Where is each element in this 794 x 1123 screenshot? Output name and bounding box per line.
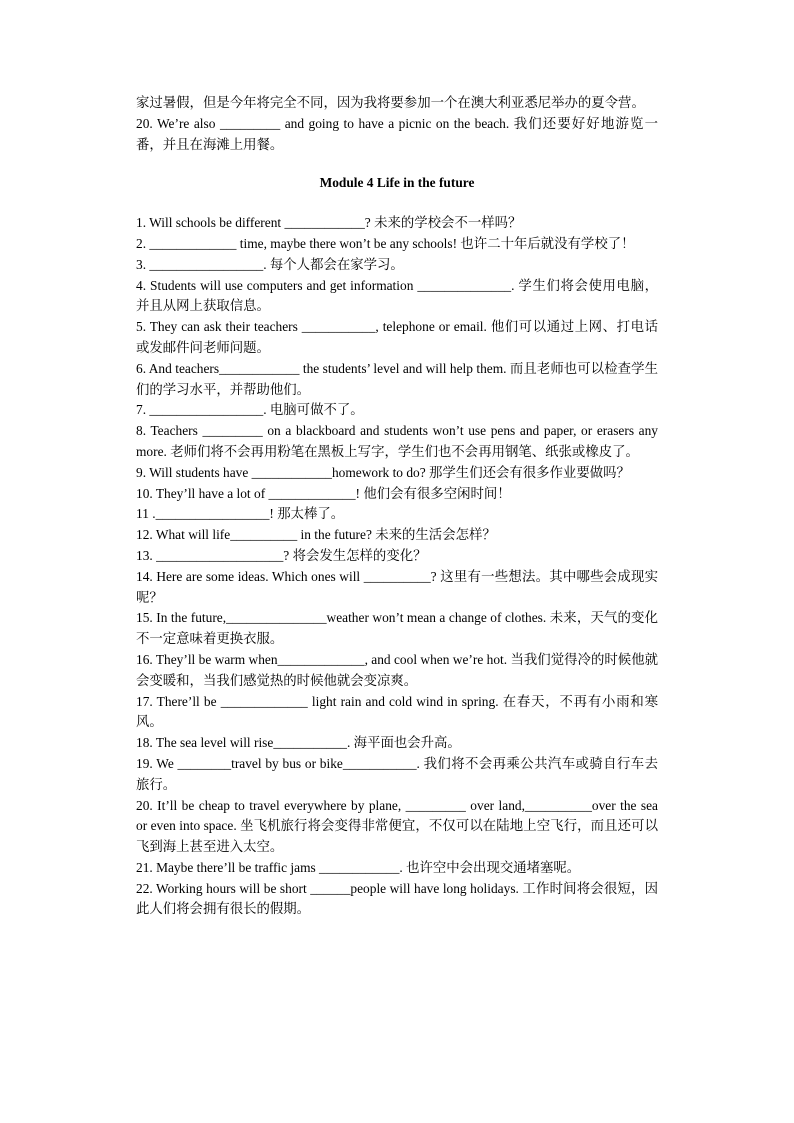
list-item: 9. Will students have ____________homework to do? 那学生们还会有很多作业要做吗？ [136, 464, 630, 480]
carryover-paragraph-2: 20. We’re also _________ and going to have a picnic on the beach. 我们还要好好地游览一番，并且在海滩上用餐。 [136, 115, 658, 152]
list-item: 3. _________________. 每个人都会在家学习。 [136, 256, 404, 272]
list-item: 8. Teachers _________ on a blackboard and students won’t use pens and paper, or erasers any more. 老师们将不会再用粉笔在黑板上写字，学生们也不会再用钢笔、纸张或橡皮了。 [136, 423, 658, 459]
list-item: 18. The sea level will rise___________. 海平面也会升高。 [136, 735, 461, 751]
list-item: 15. In the future,_______________weather won’t mean a change of clothes. 未来，天气的变化不一定意味着更换衣服。 [136, 610, 658, 647]
list-item: 5. They can ask their teachers ___________, telephone or email. 他们可以通过上网、打电话或发邮件问老师问题。 [136, 319, 658, 355]
list-item: 21. Maybe there’ll be traffic jams ____________. 也许空中会出现交通堵塞呢。 [136, 859, 581, 875]
exercise-list [136, 213, 658, 920]
list-item: 16. They’ll be warm when_____________, and cool when we’re hot. 当我们觉得冷的时候他就会变暖和，当我们感觉热的时候他就会变凉爽。 [136, 651, 658, 688]
list-item: 11 ._________________! 那太棒了。 [136, 506, 345, 522]
list-item: 17. There’ll be _____________ light rain and cold wind in spring. 在春天，不再有小雨和寒风。 [136, 693, 658, 730]
list-item: 13. ___________________? 将会发生怎样的变化？ [136, 547, 427, 563]
list-item: 12. What will life__________ in the future? 未来的生活会怎样？ [136, 527, 496, 543]
list-item: 4. Students will use computers and get information ______________. 学生们将会使用电脑，并且从网上获取信息。 [136, 277, 658, 314]
list-item: 20. It’ll be cheap to travel everywhere by plane, _________ over land,__________over the sea or even into space. 坐飞机旅行将会变得非常便宜，不仅可以在陆地上空飞行，而且还可以飞到海上甚至进入太空。 [136, 797, 658, 855]
module-title: Module 4 Life in the future [319, 175, 475, 191]
list-item: 7. _________________. 电脑可做不了。 [136, 402, 364, 418]
list-item: 2. _____________ time, maybe there won’t be any schools! 也许二十年后就没有学校了！ [136, 235, 635, 251]
document-page [136, 93, 658, 920]
list-item: 19. We ________travel by bus or bike___________. 我们将不会再乘公共汽车或骑自行车去旅行。 [136, 755, 658, 792]
carryover-paragraph-1: 家过暑假，但是今年将完全不同，因为我将要参加一个在澳大利亚悉尼举办的夏令营。 [136, 95, 645, 110]
list-item: 22. Working hours will be short ______people will have long holidays. 工作时间将会很短，因此人们将会拥有很长的假期。 [136, 880, 658, 917]
list-item: 1. Will schools be different ____________? 未来的学校会不一样吗？ [136, 215, 522, 231]
list-item: 6. And teachers____________ the students’ level and will help them. 而且老师也可以检查学生们的学习水平，并帮助他们。 [136, 360, 658, 397]
list-item: 14. Here are some ideas. Which ones will __________? 这里有一些想法。其中哪些会成现实呢？ [136, 568, 658, 605]
list-item: 10. They’ll have a lot of _____________! 他们会有很多空闲时间！ [136, 485, 511, 501]
